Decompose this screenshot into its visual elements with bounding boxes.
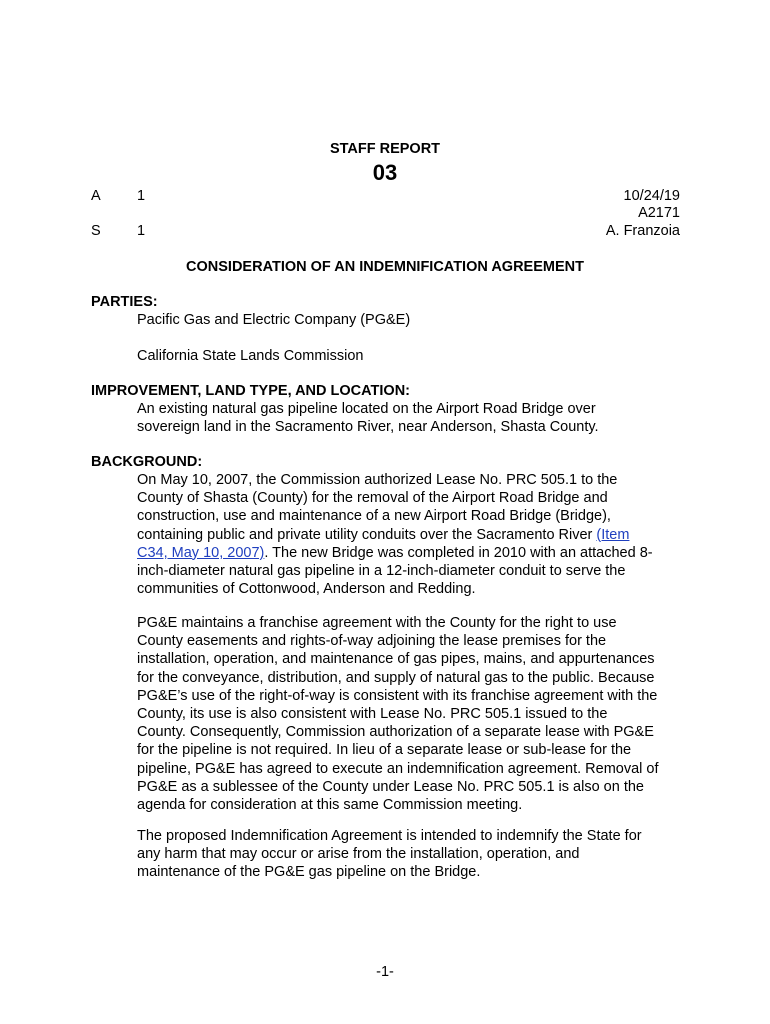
text-line: County, its use is also consistent with Lease No. PRC 505.1 issued to the — [137, 706, 608, 723]
item-c34-link[interactable]: (Item — [596, 526, 630, 543]
background-paragraph-3 — [137, 827, 682, 882]
document-title: CONSIDERATION OF AN INDEMNIFICATION AGREEMENT — [186, 259, 584, 275]
text-line — [137, 526, 682, 544]
page-number: -1- — [376, 964, 394, 980]
party-pge: Pacific Gas and Electric Company (PG&E) — [137, 312, 411, 328]
improvement-line: sovereign land in the Sacramento River, near Anderson, Shasta County. — [137, 419, 599, 435]
text-line: PG&E maintains a franchise agreement with the County for the right to use — [137, 615, 617, 631]
text-line: for the pipeline is not required. In lieu of a separate lease or sub-lease for the — [137, 742, 632, 759]
text-line: PG&E’s use of the right-of-way is consistent with its franchise agreement with the — [137, 687, 658, 704]
text-line: On May 10, 2007, the Commission authorized Lease No. PRC 505.1 to the — [137, 472, 618, 488]
text-line: any harm that may occur or arise from the installation, operation, and — [137, 846, 580, 863]
improvement-heading: IMPROVEMENT, LAND TYPE, AND LOCATION: — [91, 383, 410, 399]
item-c34-link-continued[interactable]: C34, May 10, 2007) — [137, 544, 265, 561]
parties-heading: PARTIES: — [91, 294, 158, 310]
text-line: agenda for consideration at this same Commission meeting. — [137, 797, 523, 814]
text-line: for the conveyance, distribution, and supply of natural gas to the public. Because — [137, 669, 655, 686]
text-line: PG&E as a sublessee of the County under Lease No. PRC 505.1 is also on the — [137, 778, 644, 795]
report-type-heading: STAFF REPORT — [329, 141, 441, 157]
background-heading: BACKGROUND: — [91, 454, 203, 470]
text-line: installation, operation, and maintenance of gas pipes, mains, and appurtenances — [137, 651, 655, 668]
text-line: inch-diameter natural gas pipeline in a 12-inch-diameter conduit to serve the — [137, 563, 626, 580]
text-segment: . The new Bridge was completed in 2010 with an attached 8- — [264, 544, 653, 561]
text-segment: containing public and private utility conduits over the Sacramento River — [137, 526, 597, 543]
background-paragraph-2 — [137, 614, 682, 814]
party-commission: California State Lands Commission — [137, 348, 364, 364]
text-line: communities of Cottonwood, Anderson and Redding. — [137, 581, 476, 598]
meta-row1-number: 1 — [137, 188, 146, 204]
report-date: 10/24/19 — [623, 188, 680, 204]
text-line — [137, 544, 682, 562]
improvement-line: An existing natural gas pipeline located on the Airport Road Bridge over — [137, 401, 596, 417]
meta-row1-letter: A — [91, 188, 101, 204]
text-line: County of Shasta (County) for the removal of the Airport Road Bridge and — [137, 490, 608, 507]
text-line: construction, use and maintenance of a new Airport Road Bridge (Bridge), — [137, 508, 611, 525]
text-line: The proposed Indemnification Agreement is intended to indemnify the State for — [137, 828, 642, 844]
meta-row2-number: 1 — [137, 223, 146, 239]
report-item-number: 03 — [372, 160, 398, 185]
text-line: County. Consequently, Commission authorization of a separate lease with PG&E — [137, 724, 654, 741]
text-line: County easements and rights-of-way adjoining the lease premises for the — [137, 633, 607, 650]
file-number: A2171 — [638, 205, 680, 221]
meta-row2-letter: S — [91, 223, 101, 239]
text-line: pipeline, PG&E has agreed to execute an indemnification agreement. Removal of — [137, 760, 659, 777]
text-line: maintenance of the PG&E gas pipeline on the Bridge. — [137, 864, 481, 881]
staff-name: A. Franzoia — [605, 223, 680, 239]
background-paragraph-1 — [137, 471, 682, 598]
